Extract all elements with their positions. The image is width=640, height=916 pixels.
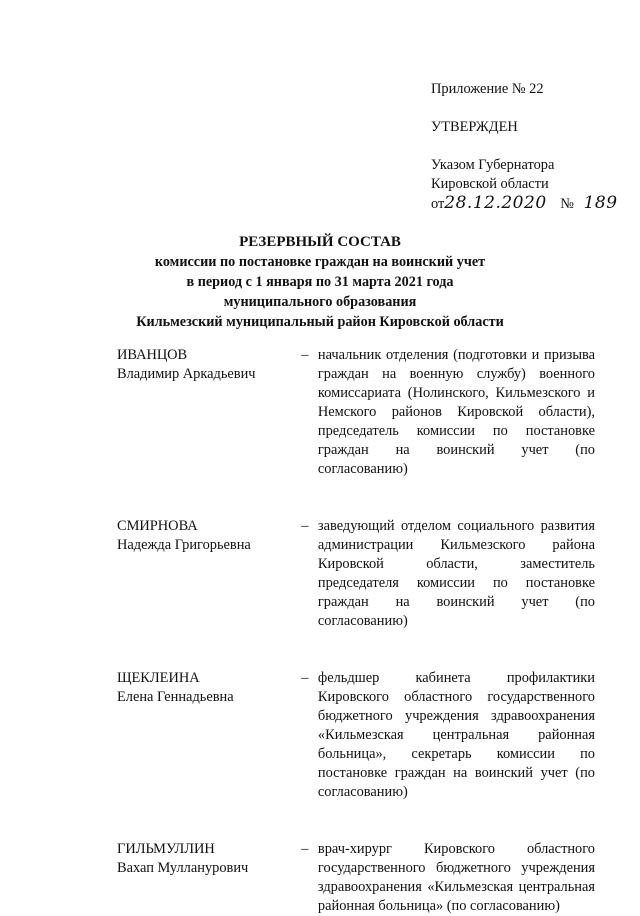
- handwritten-number: 189: [583, 193, 618, 213]
- document-title: [0, 232, 640, 332]
- handwritten-date: 28.12.2020: [444, 193, 547, 213]
- member-description: врач-хирург Кировского областного государственного бюджетного учреждения здравоохранения «Кильмезская центральная районная больница» (по согласованию): [317, 841, 595, 914]
- title-line-3: в период с 1 января по 31 марта 2021 года: [186, 274, 454, 290]
- member-surname: ГИЛЬМУЛЛИН: [117, 841, 215, 857]
- from-prefix: от: [431, 196, 445, 212]
- title-line-5: Кильмезский муниципальный район Кировской области: [136, 314, 504, 330]
- decree-date-number: [431, 194, 618, 214]
- member-surname: СМИРНОВА: [117, 518, 198, 534]
- member-name: [117, 346, 295, 479]
- appendix-label: Приложение № 22: [431, 81, 544, 97]
- number-prefix: №: [560, 196, 574, 212]
- title-line-4: муниципального образования: [223, 294, 417, 310]
- member-dash: –: [301, 841, 309, 857]
- member-surname: ИВАНЦОВ: [117, 347, 188, 363]
- appendix-block: [431, 80, 618, 214]
- decree-line-2: Кировской области: [431, 176, 549, 192]
- member-given-name: Надежда Григорьевна: [117, 537, 251, 553]
- member-name: [117, 669, 295, 802]
- member-description: начальник отделения (подготовки и призыва граждан на военную службу) военного комиссариата (Нолинского, Кильмезского и Немского районов Кировской области), председатель комиссии по постановке граждан на воинский учет (по согласованию): [317, 347, 595, 477]
- member-dash: –: [301, 518, 309, 534]
- title-line-1: РЕЗЕРВНЫЙ СОСТАВ: [239, 234, 401, 250]
- member-surname: ЩЕКЛЕИНА: [117, 670, 200, 686]
- member-given-name: Владимир Аркадьевич: [117, 366, 256, 382]
- member-given-name: Вахап Мулланурович: [117, 860, 249, 876]
- list-item: [117, 669, 595, 802]
- title-line-2: комиссии по постановке граждан на воинский учет: [154, 254, 486, 270]
- member-description: фельдшер кабинета профилактики Кировского областного государственного бюджетного учреждения здравоохранения «Кильмезская центральная районная больница», секретарь комиссии по постановке граждан на воинский учет (по согласованию): [317, 670, 595, 800]
- member-given-name: Елена Геннадьевна: [117, 689, 234, 705]
- decree-line-1: Указом Губернатора: [431, 157, 555, 173]
- member-name: [117, 517, 295, 631]
- member-dash: –: [301, 347, 309, 363]
- member-dash: –: [301, 670, 309, 686]
- list-item: [117, 517, 595, 631]
- list-item: [117, 346, 595, 479]
- member-list: [117, 346, 595, 916]
- member-description: заведующий отделом социального развития администрации Кильмезского района Кировской области, заместитель председателя комиссии по постановке граждан на воинский учет (по согласованию): [317, 518, 595, 629]
- approved-label: УТВЕРЖДЕН: [431, 119, 518, 135]
